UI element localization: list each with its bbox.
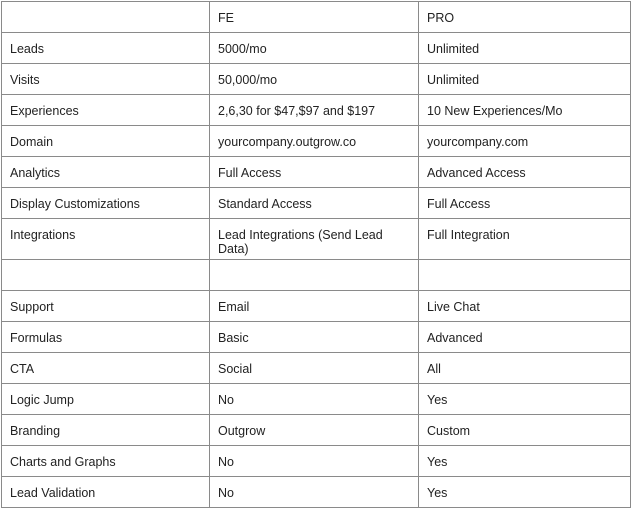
table-row-empty [2,260,631,291]
pro-cell: Advanced [419,322,631,353]
pro-cell: Full Integration [419,219,631,260]
pro-cell: Yes [419,477,631,508]
fe-cell: No [210,477,419,508]
pro-cell: Yes [419,384,631,415]
pro-cell: Yes [419,446,631,477]
fe-cell: Standard Access [210,188,419,219]
table-row [2,188,631,219]
pro-cell: 10 New Experiences/Mo [419,95,631,126]
feature-cell: Domain [2,126,210,157]
header-row [2,2,631,33]
feature-cell: Support [2,291,210,322]
feature-cell: Analytics [2,157,210,188]
pro-cell: yourcompany.com [419,126,631,157]
fe-cell: Outgrow [210,415,419,446]
header-cell-fe: FE [210,2,419,33]
table-row [2,477,631,508]
fe-cell: yourcompany.outgrow.co [210,126,419,157]
table-row [2,415,631,446]
feature-cell: Formulas [2,322,210,353]
feature-cell: Logic Jump [2,384,210,415]
feature-cell: Display Customizations [2,188,210,219]
feature-cell: Lead Validation [2,477,210,508]
header-cell-feature [2,2,210,33]
table-row [2,95,631,126]
pro-cell [419,260,631,291]
table-row [2,446,631,477]
header-cell-pro: PRO [419,2,631,33]
table-row [2,353,631,384]
table-row [2,157,631,188]
feature-cell: Branding [2,415,210,446]
feature-cell: Charts and Graphs [2,446,210,477]
feature-cell: CTA [2,353,210,384]
table-row [2,219,631,260]
feature-cell: Integrations [2,219,210,260]
fe-cell: 2,6,30 for $47,$97 and $197 [210,95,419,126]
fe-cell: Social [210,353,419,384]
table-row [2,64,631,95]
table-row [2,384,631,415]
fe-cell: Lead Integrations (Send Lead Data) [210,219,419,260]
fe-cell: No [210,384,419,415]
feature-cell: Leads [2,33,210,64]
fe-cell [210,260,419,291]
fe-cell: 50,000/mo [210,64,419,95]
table-row [2,291,631,322]
table-row [2,126,631,157]
fe-cell: Full Access [210,157,419,188]
pro-cell: Unlimited [419,33,631,64]
pro-cell: Full Access [419,188,631,219]
pro-cell: All [419,353,631,384]
pro-cell: Custom [419,415,631,446]
table-row [2,322,631,353]
comparison-table [1,1,631,508]
fe-cell: Email [210,291,419,322]
feature-cell: Visits [2,64,210,95]
feature-cell [2,260,210,291]
pro-cell: Unlimited [419,64,631,95]
fe-cell: 5000/mo [210,33,419,64]
pro-cell: Advanced Access [419,157,631,188]
fe-cell: Basic [210,322,419,353]
pro-cell: Live Chat [419,291,631,322]
table-row [2,33,631,64]
fe-cell: No [210,446,419,477]
feature-cell: Experiences [2,95,210,126]
